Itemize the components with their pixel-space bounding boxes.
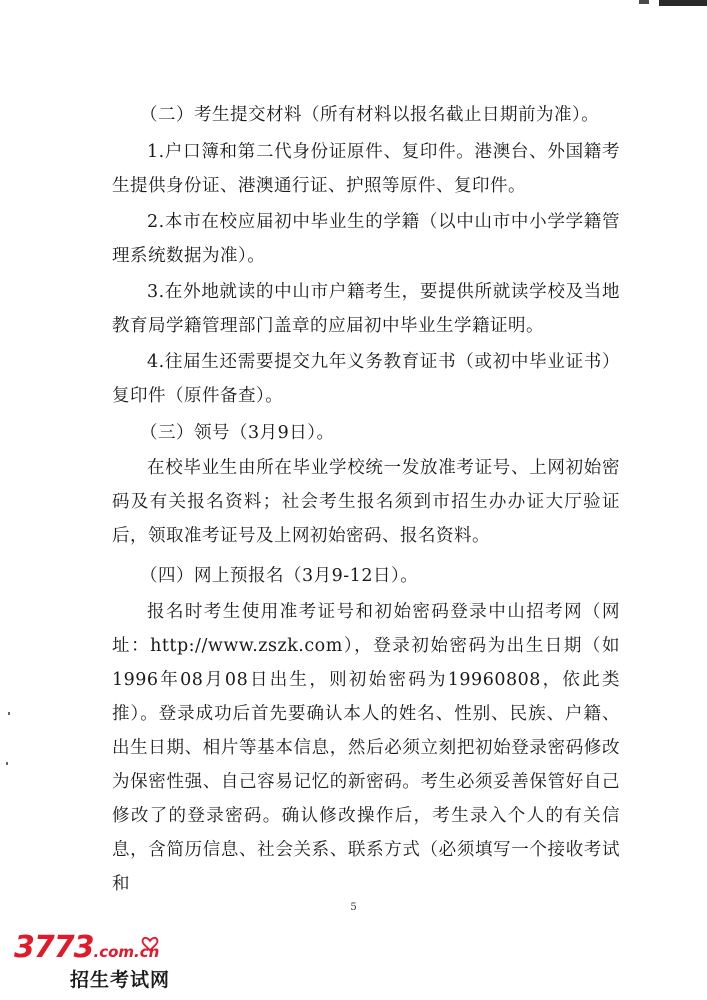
watermark-brand-number: 3773 [14,930,94,965]
page-number: 5 [350,902,357,913]
paragraph-item-1: 1.户口簿和第二代身份证原件、复印件。港澳台、外国籍考生提供身份证、港澳通行证、护照等原件、复印件。 [112,142,620,196]
watermark-tagline: 招生考试网 [70,969,171,991]
paragraph-online-registration: 报名时考生使用准考证号和初始密码登录中山招考网（网址：http://www.zszk.com），登录初始密码为出生日期（如1996年08月08日出生，则初始密码为19960808，依此类推）。登录成功后首先要确认本人的姓名、性别、民族、户籍、出生日期、相片等基本信息，然后必须立刻把初始登录密码修改为保密性强、自己容易记忆的新密码。考生必须妥善保管好自己修改了的登录密码。确认修改操作后，考生录入个人的有关信息，含简历信息、社会关系、联系方式（必须填写一个接收考试和 [112,602,620,894]
paragraph-item-3: 3.在外地就读的中山市户籍考生，要提供所就读学校及当地教育局学籍管理部门盖章的应届初中毕业生学籍证明。 [112,282,620,336]
watermark-brand [14,930,159,965]
section-heading-online-registration: （四）网上预报名（3月9-12日）。 [140,566,419,586]
paragraph-item-2: 2.本市在校应届初中毕业生的学籍（以中山市中小学学籍管理系统数据为准）。 [112,212,620,266]
scan-edge-mark [659,0,707,6]
scan-speck [6,762,8,765]
scan-speck [8,712,10,715]
paragraph-item-4: 4.往届生还需要提交九年义务教育证书（或初中毕业证书）复印件（原件备查）。 [112,352,620,406]
paragraph-number-collection: 在校毕业生由所在毕业学校统一发放准考证号、上网初始密码及有关报名资料；社会考生报名须到市招生办办证大厅验证后，领取准考证号及上网初始密码、报名资料。 [112,458,620,546]
section-heading-materials: （二）考生提交材料（所有材料以报名截止日期前为准）。 [140,105,600,125]
section-heading-number-collection: （三）领号（3月9日）。 [140,423,335,443]
scan-edge-mark [639,0,649,4]
watermark-domain: .com.cn [93,943,160,961]
site-watermark-logo [14,930,189,996]
heart-icon [141,935,159,953]
